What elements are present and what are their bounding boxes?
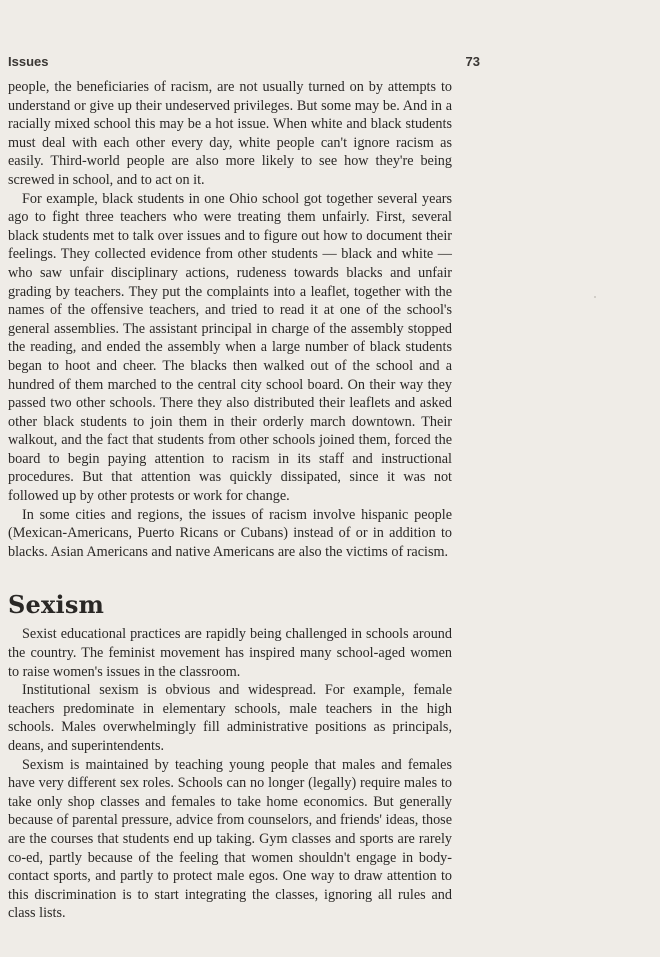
paper-speck	[594, 296, 596, 298]
page-number: 73	[465, 54, 480, 69]
paragraph-sex-roles: Sexism is maintained by teaching young people that males and females have very different sex roles. Schools can no longer (legally) require males to take only shop classes and females to take home economics. But generally because of parental pressure, advice from counselors, and friends' ideas, those are the courses that students end up taking. Gym classes and sports are rarely co-ed, partly because of the feeling that women shouldn't engage in body-contact sports, and partly to protect male egos. One way to draw attention to this discrimination is to start integrating the classes, ignoring all rules and class lists.	[8, 756, 452, 922]
section-heading: Sexism	[8, 590, 105, 620]
paragraph-ohio-example: For example, black students in one Ohio school got together several years ago to fight three teachers who were treating them unfairly. First, several black students met to talk over issues and to figure out how to document their feelings. They collected evidence from other students — black and white — who saw unfair disciplinary actions, rudeness towards blacks and unfair grading by teachers. They put the complaints into a leaflet, together with the names of the offensive teachers, and tried to read it at one of the school's general assemblies. The assistant principal in charge of the assembly stopped the reading, and ended the assembly when a large number of black students began to hoot and cheer. The blacks then walked out of the school and a hundred of them marched to the central city school board. On their way they passed two other schools. There they also distributed their leaflets and asked other black students to join them in their orderly march downtown. Their walkout, and the fact that students from other schools joined them, forced the board to begin paying attention to racism in its staff and instructional procedures. But that attention was quickly dissipated, since it was not followed up by other protests or work for change.	[8, 190, 452, 505]
paragraph-hispanic-racism: In some cities and regions, the issues of racism involve hispanic people (Mexican-Americans, Puerto Ricans or Cubans) instead of or in addition to blacks. Asian Americans and native Americans are also the victims of racism.	[8, 506, 452, 560]
body-text	[8, 78, 452, 923]
paragraph-institutional-sexism: Institutional sexism is obvious and widespread. For example, female teachers predominate in elementary schools, male teachers in the high schools. Males overwhelmingly fill administrative positions as principals, deans, and superintendents.	[8, 682, 452, 754]
running-head: Issues	[8, 54, 49, 69]
paragraph-racism-intro: people, the beneficiaries of racism, are not usually turned on by attempts to understand or give up their undeserved privileges. But some may be. And in a racially mixed school this may be a hot issue. When white and black students must deal with each other every day, white people can't ignore racism as easily. Third-world people are also more likely to see how they're being screwed in school, and to act on it.	[8, 79, 452, 188]
paragraph-sexism-intro: Sexist educational practices are rapidly being challenged in schools around the country. The feminist movement has inspired many school-aged women to raise women's issues in the classroom.	[8, 626, 452, 680]
